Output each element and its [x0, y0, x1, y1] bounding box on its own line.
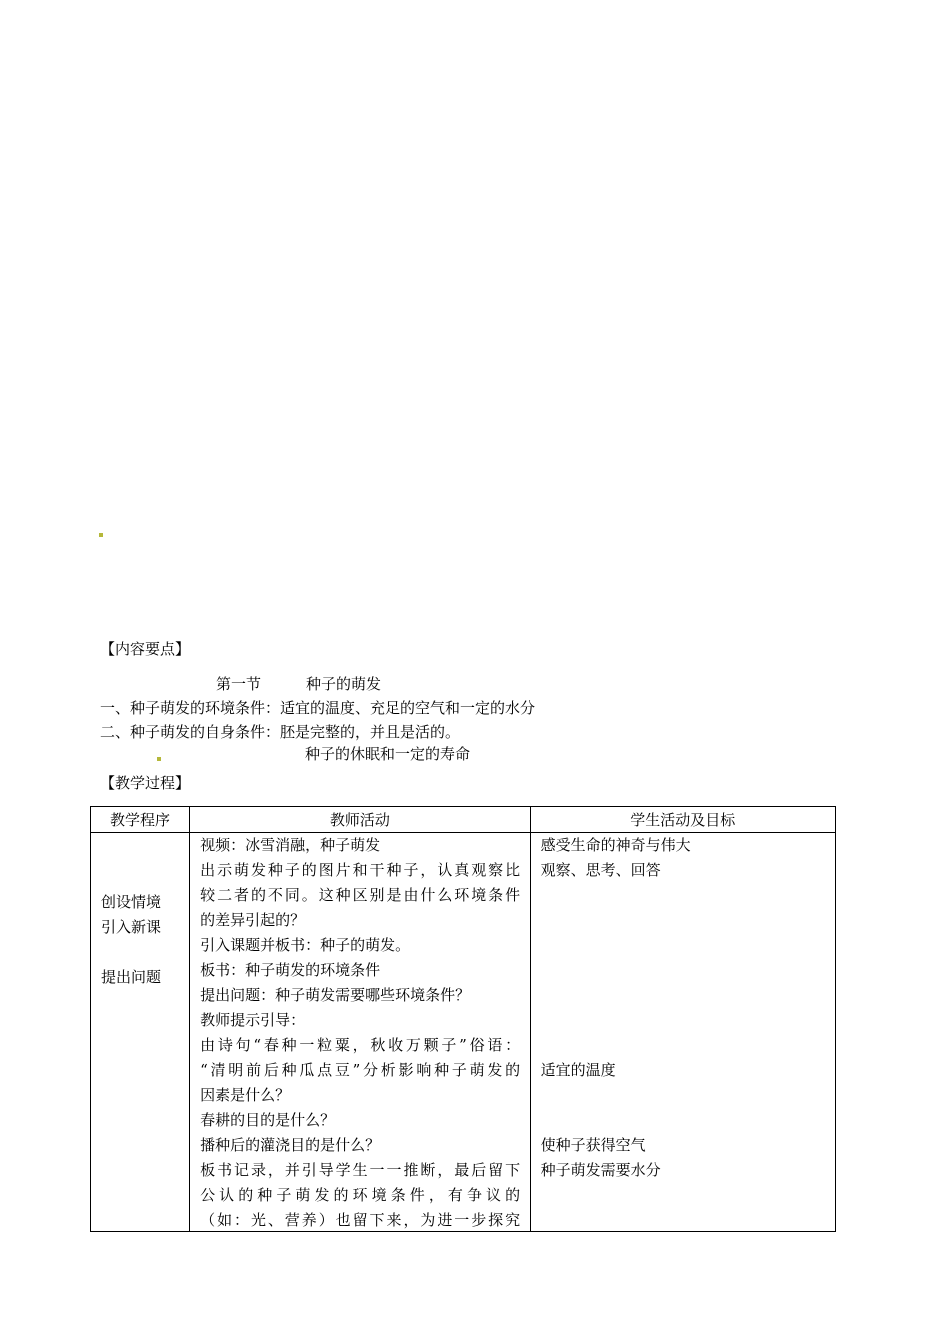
teacher-line: 由诗句“春种一粒粟，秋收万颗子”俗语： [200, 1036, 521, 1054]
teacher-line: 春耕的目的是什么？ [200, 1111, 336, 1129]
teacher-line: 板书记录，并引导学生一一推断，最后留下 [200, 1161, 521, 1179]
teacher-activity-cell [190, 833, 530, 1232]
teacher-line: 播种后的灌浇目的是什么？ [200, 1136, 381, 1154]
decorative-dot [99, 533, 103, 537]
content-point-2: 二、种子萌发的自身条件：胚是完整的，并且是活的。 [100, 723, 461, 741]
teaching-process-heading: 【教学过程】 [100, 774, 191, 792]
teacher-line: 较二者的不同。这种区别是由什么环境条件 [200, 886, 521, 904]
stage-label: 创设情境 [101, 893, 162, 911]
teacher-line: 因素是什么？ [200, 1086, 291, 1104]
student-activity-cell [530, 833, 835, 1232]
teacher-line: 的差异引起的？ [200, 911, 306, 929]
column-header: 教学程序 [91, 807, 190, 833]
table-header-row [91, 807, 836, 833]
section-title: 种子的萌发 [306, 675, 382, 693]
teacher-line: 出示萌发种子的图片和干种子，认真观察比 [200, 861, 521, 879]
student-line: 种子萌发需要水分 [540, 1161, 661, 1179]
stage-cell [91, 833, 190, 1232]
teacher-line: 教师提示引导： [200, 1011, 306, 1029]
section-number: 第一节 [216, 675, 262, 693]
student-line: 观察、思考、回答 [540, 861, 661, 879]
student-line: 使种子获得空气 [540, 1136, 646, 1154]
column-header: 学生活动及目标 [530, 807, 835, 833]
teacher-line: 板书：种子萌发的环境条件 [200, 961, 381, 979]
teaching-process-table [90, 806, 836, 1232]
table-row [91, 833, 836, 1232]
student-line: 感受生命的神奇与伟大 [540, 836, 691, 854]
student-line: 适宜的温度 [540, 1061, 616, 1079]
teacher-line: “清明前后种瓜点豆”分析影响种子萌发的 [200, 1061, 521, 1079]
column-header: 教师活动 [190, 807, 530, 833]
section-subtitle: 种子的休眠和一定的寿命 [305, 745, 471, 763]
teacher-line: 提出问题：种子萌发需要哪些环境条件？ [200, 986, 471, 1004]
stage-label: 引入新课 [101, 918, 162, 936]
teacher-line: 视频：冰雪消融，种子萌发 [200, 836, 381, 854]
teacher-line: 引入课题并板书：种子的萌发。 [200, 936, 411, 954]
teacher-line: 公认的种子萌发的环境条件，有争议的 [200, 1186, 521, 1204]
content-points-heading: 【内容要点】 [100, 640, 191, 658]
content-point-1: 一、种子萌发的环境条件：适宜的温度、充足的空气和一定的水分 [100, 699, 536, 717]
stage-label: 提出问题 [101, 968, 162, 986]
decorative-dot [157, 757, 161, 761]
teacher-line: （如：光、营养）也留下来，为进一步探究 [200, 1211, 521, 1229]
